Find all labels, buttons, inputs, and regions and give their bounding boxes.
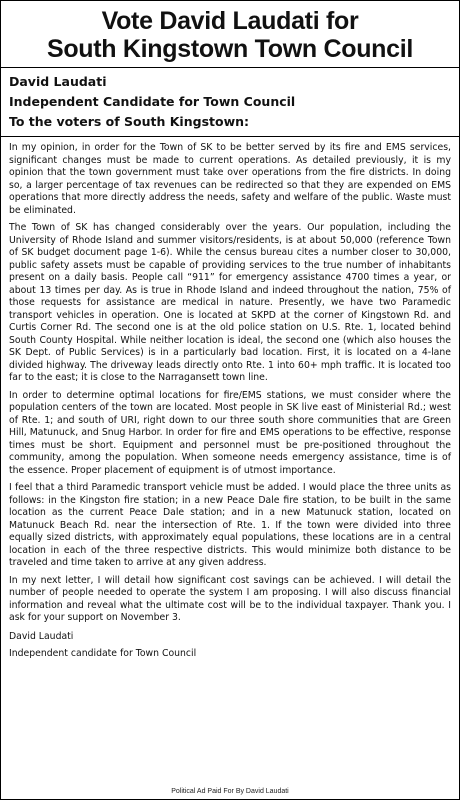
headline-line-2: South Kingstown Town Council — [46, 35, 414, 63]
signature-name: David Laudati — [9, 630, 74, 642]
intro-divider — [1, 136, 459, 137]
signature-block — [9, 631, 451, 661]
paragraph-5: In my next letter, I will detail how significant cost savings can be achieved. I will detail the number of people needed to operate the system I am proposing. I will also discuss financial information and reveal what the ultimate cost will be to the individual taxpayer. Thank you. I ask for your support on November 3. — [9, 574, 451, 623]
paragraph-2: The Town of SK has changed considerably over the years. Our population, including the University of Rhode Island and summer visitors/residents, is at about 50,000 (reference Town of SK budget document page 1-6). While the census bureau cites a number closer to 30,000, public safety assets must be capable of providing services to the true number of inhabitants present on a daily basis. People call “911” for emergency assistance 4700 times a year, or about 13 times per day. As is true in Rhode Island and indeed throughout the nation, 75% of those requests for assistance are medical in nature. Presently, we have two Paramedic transport vehicles in operation. One is located at SKPD at the corner of Kingstown Rd. and Curtis Corner Rd. The second one is at the old police station on U.S. Rte. 1, located behind South County Hospital. While neither location is ideal, the second one (which also houses the SK Dept. of Public Services) is in a particularly bad location. First, it is located on a 4-lane divided highway. The driveway leads directly onto Rte. 1 into 60+ mph traffic. It is located too far to the east; it is close to the Narragansett town line. — [9, 222, 451, 383]
candidate-role: Independent Candidate for Town Council — [9, 94, 296, 109]
headline-line-1: Vote David Laudati for — [101, 7, 359, 35]
intro-block — [9, 72, 451, 132]
headline — [5, 7, 455, 63]
paragraph-1: In my opinion, in order for the Town of SK to be better served by its fire and EMS services, significant changes must be made to current operations. As detailed previously, it is my opinion that the town government must take over operations from the fire districts. In doing so, a larger percentage of tax revenues can be redirected so that they are expended on EMS operations that more directly address the needs, safety and welfare of the public. Waste must be eliminated. — [9, 142, 451, 216]
signature-title: Independent candidate for Town Council — [9, 648, 197, 659]
paragraph-4: I feel that a third Paramedic transport vehicle must be added. I would place the three units as follows: in the Kingston fire station; in a new Peace Dale fire station, to be built in the same location as the current Peace Dale station; and in a new Matunuck station, located on Matunuck Beach Rd. near the intersection of Rte. 1. If the town were divided into three equally sized districts, with approximately equal populations, these locations are in a central location in each of the three respective districts. This would minimize both distance to be traveled and time taken to arrive at any given address. — [9, 482, 451, 568]
paragraph-3: In order to determine optimal locations for fire/EMS stations, we must consider where the population centers of the town are located. Most people in SK live east of Ministerial Rd.; west of Rte. 1; and south of URI, right down to our three south shore communities that are Green Hill, Matunuck, and Snug Harbor. In order for fire and EMS operations to be effective, response times must be short. Equipment and personnel must be pre-positioned throughout the community, among the population. When someone needs emergency assistance, time is of the essence. Proper placement of equipment is of utmost importance. — [9, 389, 451, 476]
headline-divider — [1, 67, 459, 68]
salutation: To the voters of South Kingstown: — [9, 114, 250, 129]
candidate-name: David Laudati — [9, 74, 107, 89]
paid-for-disclaimer: Political Ad Paid For By David Laudati — [171, 788, 289, 795]
letter-body — [9, 142, 451, 625]
